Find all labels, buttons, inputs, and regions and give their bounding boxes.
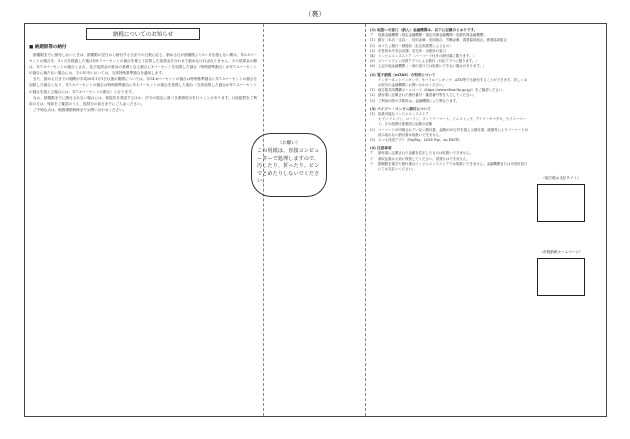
item-number bbox=[370, 117, 378, 127]
item-text: スマホ決済アプリ（PayPay、LINE Pay、au PAY等） bbox=[378, 138, 462, 143]
section-number: (1) bbox=[370, 28, 376, 32]
request-bubble bbox=[251, 133, 327, 197]
box2-label: （市税納税ホームページ） bbox=[539, 250, 583, 254]
right-panel bbox=[370, 28, 604, 175]
section-number: (4) bbox=[370, 146, 376, 151]
item-number: ア bbox=[370, 151, 374, 156]
box1-label: （地方税お支払サイト） bbox=[541, 176, 581, 180]
section-title-text: ペイジー・コンビニ納付について bbox=[377, 106, 431, 111]
fold-line-left bbox=[263, 24, 264, 416]
info-section bbox=[370, 146, 530, 172]
item-text: コンビニエンスストア（バーコード付きの納付書に限ります。） bbox=[378, 54, 476, 59]
item-number: (2) bbox=[370, 127, 375, 132]
item-number bbox=[370, 78, 378, 88]
item-number: (3) bbox=[370, 138, 375, 143]
item-text: 上記の他金融機関（一部の窓口では取扱いできない場合があります。） bbox=[378, 64, 487, 69]
paragraph: ご不明な点は、税務課納税係までお問い合わせください。 bbox=[33, 107, 127, 112]
item-number: (2) bbox=[370, 93, 375, 98]
info-section bbox=[370, 28, 530, 70]
item-text: 納付書に記載された金額を訂正したものは取扱いできません。 bbox=[378, 151, 474, 156]
item-text: バーコードが印刷されていない納付書、金額が30万円を超える納付書、破損等によりバーコードが読み取れない納付書は取扱いできません。 bbox=[378, 127, 529, 137]
item-text: 地方税共同機構ホームページ（https://www.eltax.lta.go.jp/）をご確認ください。 bbox=[378, 88, 506, 93]
list-item bbox=[370, 128, 530, 138]
notice-title: 納税についてのお知らせ bbox=[86, 28, 200, 40]
list-item bbox=[370, 78, 530, 88]
item-number: (4) bbox=[370, 54, 375, 59]
paragraph: また、納める日までの期間が平成26年1月1日以後の期間については、年14.6パーセントの割合は特例基準割合に年7.3パーセントの割合を加算した割合となり、年7.3パーセントの割合は特例基準割合に年1パーセントの割合を加算した割合（当該加算した割合が年7.3パーセントの割合を超える場合には、年7.3パーセントの割合）となります。 bbox=[29, 77, 257, 94]
paragraph: なお、納期限までに納付されない場合には、督促状を発送するほか、法令の規定に基づき滞納処分を行うことがあります。口座振替をご利用の方は、残高をご確認のうえ、振替日の前日までにご入金ください。 bbox=[29, 95, 257, 106]
item-number: (1) bbox=[370, 112, 375, 117]
item-text: ご利用の際の手数料は、金融機関により異なります。 bbox=[378, 98, 460, 103]
paragraph: 納期限までに納付しないときは、納期限の翌日から納付する日までの日数に応じ、納める日が納期限より3ヶ月を超えない間は、年2.5パーセントの割合を、3ヶ月を経過した後は年8.7パーセントの割合を乗じて計算した延滞金を合わせて納めなければなりません。その延滞金の額は、年7.3パーセントの割合とされ、及び延滞金の算出の基礎となる割合に1パーセントを加算した割合（特例基準割合）が年7.3パーセントの割合に満たない場合には、その年中においては、当該特例基準割合を適用します。 bbox=[29, 53, 257, 76]
section-title-text: 取扱いの窓口（納入）金融機関は、以下に記載のとおりです。 bbox=[377, 28, 478, 32]
section-heading: ■ 納期限等の納付 bbox=[29, 45, 67, 50]
page-side-label: （裏） bbox=[304, 10, 326, 18]
item-text: 取扱金融機関（指定金融機関・指定代理金融機関・収納代理金融機関） bbox=[378, 33, 487, 38]
list-item bbox=[370, 162, 530, 172]
item-number: イ bbox=[370, 156, 374, 161]
notice-body bbox=[29, 52, 257, 113]
section-number: (3) bbox=[370, 106, 376, 111]
item-number: (6) bbox=[370, 64, 375, 69]
item-text: 市役所本庁舎会計課、各支所・出張所の窓口 bbox=[378, 48, 446, 53]
item-number: ア bbox=[370, 33, 374, 38]
qr-code-box-2[interactable] bbox=[537, 258, 585, 296]
list-item bbox=[370, 99, 530, 104]
request-text: この用紙は、直接コンピューターで処理しますので、汚したり、折ったり、ピンでとめたりしないでください。 bbox=[257, 148, 320, 184]
item-text: 納付書に記載された納付番号・確認番号等を入力してください。 bbox=[378, 93, 477, 98]
qr-code-box-1[interactable] bbox=[537, 184, 585, 222]
item-number: (1) bbox=[370, 38, 375, 43]
tax-notice-sheet bbox=[24, 23, 607, 417]
item-text: 銀行（本店・支店）、信用金庫、信用組合、労働金庫、農業協同組合、漁業協同組合 bbox=[378, 38, 507, 43]
item-text: 取扱可能なコンビニエンスストア bbox=[378, 112, 429, 117]
item-number: (2) bbox=[370, 43, 375, 48]
right-sections bbox=[370, 28, 530, 172]
list-item bbox=[370, 117, 530, 127]
info-section bbox=[370, 107, 530, 143]
request-title: （お願い） bbox=[277, 141, 301, 146]
list-item bbox=[370, 138, 530, 143]
item-text: インターネットバンキング、モバイルバンキング、ATM等でも納付することができます。詳しくはお取引の金融機関にお問い合わせください。 bbox=[378, 77, 528, 88]
item-text: セブン-イレブン、ローソン、ファミリーマート、ミニストップ、デイリーヤマザキ、セイコーマート、その他納付書裏面に記載の店舗 bbox=[378, 117, 527, 127]
list-item bbox=[370, 64, 530, 69]
info-section bbox=[370, 73, 530, 104]
item-text: ゆうちょ銀行・郵便局（払込取扱票によるもの） bbox=[378, 43, 453, 48]
item-text: スマートフォン決済アプリによる納付（対応アプリに限ります。） bbox=[378, 59, 479, 64]
fold-line-right bbox=[365, 24, 366, 416]
section-title-text: 電子納税（eLTAX）の利用について bbox=[377, 72, 436, 77]
item-number: (5) bbox=[370, 59, 375, 64]
item-number: (3) bbox=[370, 98, 375, 103]
item-number: (1) bbox=[370, 88, 375, 93]
item-number: ウ bbox=[370, 161, 374, 166]
section-title-text: 注意事項 bbox=[377, 146, 392, 151]
item-number: (3) bbox=[370, 48, 375, 53]
section-number: (2) bbox=[370, 72, 376, 77]
item-text: 納期限を過ぎた納付書はコンビニエンスストアでは取扱いできません。金融機関または市役所窓口にてお支払いください。 bbox=[378, 161, 528, 172]
left-panel bbox=[29, 28, 257, 113]
item-text: 領収証書は大切に保管してください。再発行はできません。 bbox=[378, 156, 470, 161]
